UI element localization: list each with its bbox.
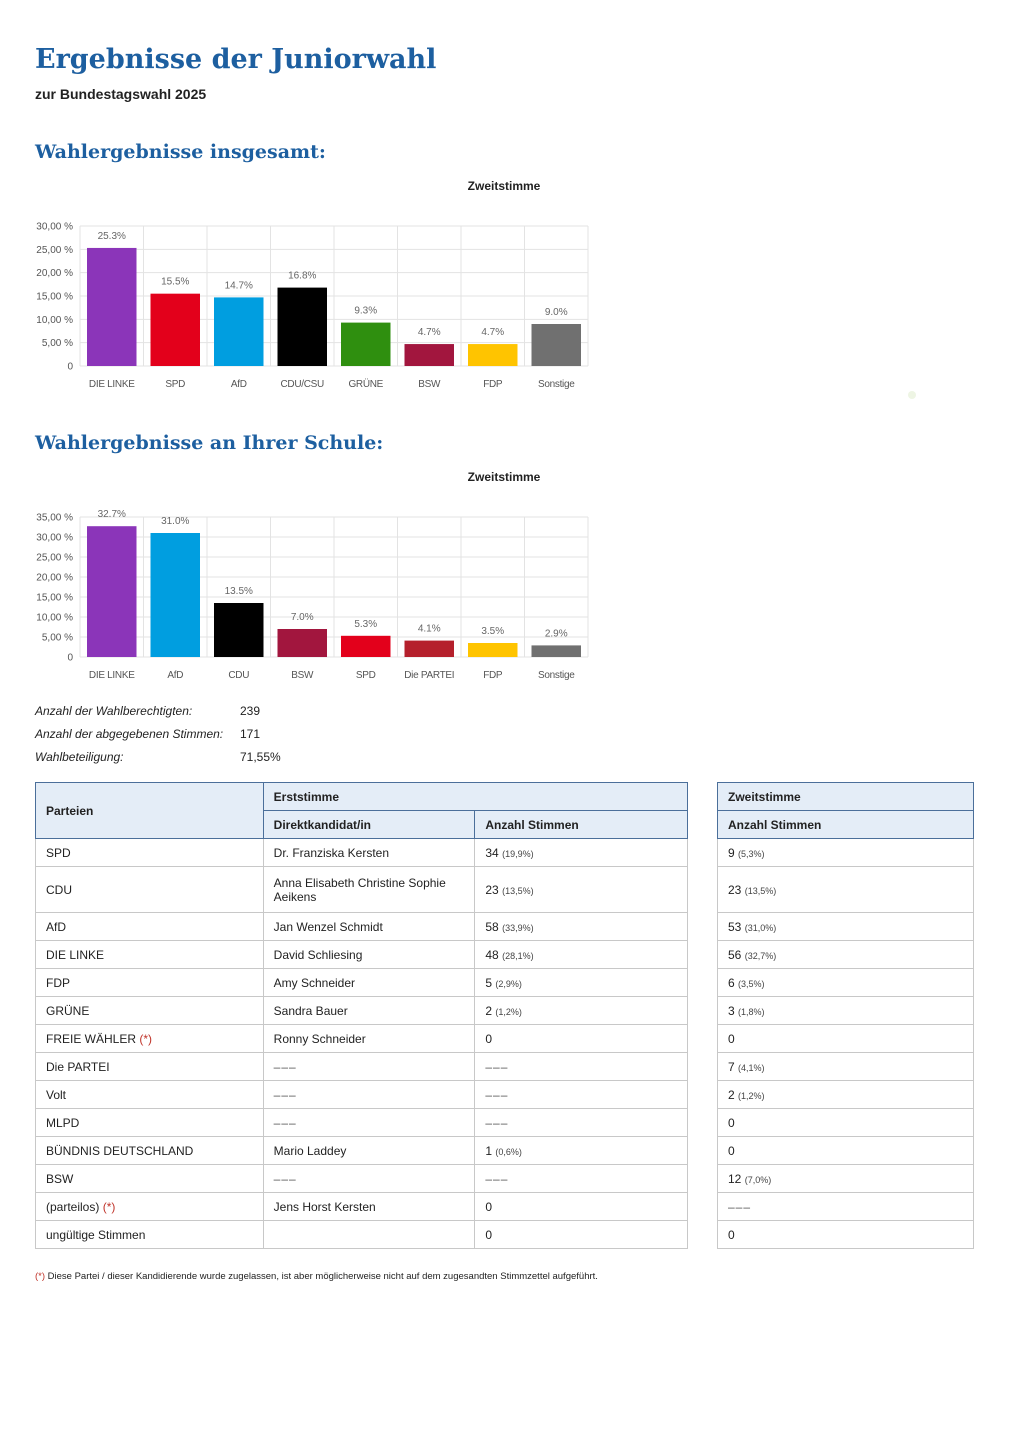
table-row	[718, 1081, 974, 1109]
bar	[532, 324, 582, 366]
page-subtitle: zur Bundestagswahl 2025	[35, 86, 207, 102]
table-row	[36, 1053, 688, 1081]
page-title: Ergebnisse der Juniorwahl	[35, 44, 437, 75]
table-row	[718, 1137, 974, 1165]
bar	[87, 248, 137, 366]
y-tick-label: 20,00 %	[36, 268, 73, 280]
zweit-count-cell	[718, 1025, 974, 1053]
data-label: 25.3%	[97, 230, 126, 242]
x-tick-label: BSW	[291, 670, 314, 681]
erst-percent: (13,5%)	[502, 885, 534, 896]
erst-count: –––	[485, 1115, 509, 1130]
zweit-percent: (1,8%)	[738, 1006, 765, 1017]
zweit-percent: (1,2%)	[738, 1090, 765, 1101]
erst-count-cell	[475, 1025, 688, 1053]
x-tick-label: DIE LINKE	[88, 670, 135, 681]
x-tick-label: CDU/CSU	[280, 379, 324, 390]
zweitstimme-table-body	[718, 839, 974, 1249]
stat-label: Wahlbeteiligung:	[35, 750, 124, 764]
erst-count: 1	[485, 1143, 493, 1158]
y-tick-label: 25,00 %	[36, 244, 73, 256]
erst-count: 34	[485, 845, 499, 860]
zweit-count-cell	[718, 1081, 974, 1109]
table-row	[718, 1109, 974, 1137]
party-cell	[36, 1109, 264, 1137]
table-row	[718, 867, 974, 913]
x-tick-label: Die PARTEI	[404, 670, 455, 681]
party-cell	[36, 1193, 264, 1221]
y-tick-label: 5,00 %	[41, 338, 73, 350]
erst-count: 0	[485, 1031, 493, 1046]
erststimme-table	[35, 782, 688, 1249]
data-label: 32.7%	[97, 509, 126, 521]
zweit-count-cell	[718, 1053, 974, 1081]
candidate-cell	[263, 941, 475, 969]
erst-count-cell	[475, 1137, 688, 1165]
x-tick-label: SPD	[355, 670, 376, 681]
candidate-cell	[263, 1025, 475, 1053]
bar	[151, 533, 201, 657]
party-name: SPD	[46, 845, 71, 860]
party-name: BSW	[46, 1171, 74, 1186]
data-label: 4.7%	[481, 327, 505, 339]
table-row	[718, 839, 974, 867]
data-label: 4.1%	[417, 623, 441, 635]
party-cell	[36, 913, 264, 941]
candidate-name: –––	[273, 1059, 297, 1074]
bar	[278, 288, 328, 366]
y-tick-label: 30,00 %	[36, 532, 73, 544]
table-row	[718, 1221, 974, 1249]
erst-count-cell	[475, 1053, 688, 1081]
erst-count: 0	[485, 1227, 493, 1242]
candidate-name: Jan Wenzel Schmidt	[273, 919, 383, 934]
party-name: FREIE WÄHLER	[46, 1031, 137, 1046]
candidate-cell	[263, 969, 475, 997]
candidate-name: –––	[273, 1171, 297, 1186]
zweit-count-cell	[718, 1221, 974, 1249]
table-row	[36, 1137, 688, 1165]
zweit-count: 56	[728, 947, 742, 962]
admission-mark: (*)	[139, 1031, 153, 1046]
x-tick-label: CDU	[228, 670, 250, 681]
zweit-count: 53	[728, 919, 742, 934]
zweit-count-cell	[718, 997, 974, 1025]
data-label: 14.7%	[224, 280, 253, 292]
zweit-count: 0	[728, 1031, 735, 1046]
party-cell	[36, 1221, 264, 1249]
candidate-name: –––	[273, 1115, 297, 1130]
y-tick-label: 5,00 %	[41, 632, 73, 644]
party-cell	[36, 839, 264, 867]
erststimme-header: Erststimme	[263, 783, 687, 811]
bar	[87, 526, 137, 657]
erst-count-cell	[475, 913, 688, 941]
y-tick-label: 15,00 %	[36, 291, 73, 303]
table-row	[718, 1193, 974, 1221]
bar	[468, 643, 518, 657]
table-row	[36, 867, 688, 913]
data-label: 15.5%	[161, 276, 190, 288]
erst-count: 0	[485, 1199, 493, 1214]
zweit-percent: (5,3%)	[738, 848, 765, 859]
data-label: 9.3%	[354, 305, 378, 317]
admission-mark: (*)	[102, 1199, 116, 1214]
parteien-header: Parteien	[36, 783, 264, 839]
party-cell	[36, 941, 264, 969]
party-name: MLPD	[46, 1115, 80, 1130]
erst-percent: (1,2%)	[495, 1006, 522, 1017]
erst-count: –––	[485, 1059, 509, 1074]
erst-percent: (0,6%)	[495, 1146, 522, 1157]
stat-value: 71,55%	[240, 750, 281, 764]
table-row	[36, 1221, 688, 1249]
zweit-count: 0	[728, 1227, 735, 1242]
party-name: DIE LINKE	[46, 947, 105, 962]
party-name: AfD	[46, 919, 67, 934]
zweit-count: 6	[728, 975, 735, 990]
party-cell	[36, 969, 264, 997]
zweit-anzahl-header: Anzahl Stimmen	[718, 811, 974, 839]
erst-count: 2	[485, 1003, 493, 1018]
zweit-percent: (4,1%)	[738, 1062, 765, 1073]
party-cell	[36, 1165, 264, 1193]
bar	[468, 344, 518, 366]
erst-count: 5	[485, 975, 493, 990]
table-row	[718, 997, 974, 1025]
candidate-name: Jens Horst Kersten	[273, 1199, 376, 1214]
data-label: 31.0%	[161, 516, 190, 527]
chart-overall	[30, 175, 600, 400]
data-label: 13.5%	[224, 586, 253, 597]
candidate-name: David Schliesing	[273, 947, 363, 962]
zweit-count: –––	[728, 1199, 752, 1214]
candidate-name: Sandra Bauer	[273, 1003, 348, 1018]
erst-count-cell	[475, 1081, 688, 1109]
table-row	[36, 1109, 688, 1137]
section-title-school: Wahlergebnisse an Ihrer Schule:	[35, 432, 384, 454]
zweit-count-cell	[718, 1137, 974, 1165]
kandidat-header: Direktkandidat/in	[263, 811, 475, 839]
zweit-count-cell	[718, 913, 974, 941]
zweitstimme-table	[717, 782, 974, 1249]
bar	[214, 297, 264, 366]
y-tick-label: 15,00 %	[36, 592, 73, 604]
party-name: (parteilos)	[46, 1199, 100, 1214]
chart-title: Zweitstimme	[467, 470, 541, 484]
candidate-cell	[263, 1081, 475, 1109]
bar	[341, 323, 391, 366]
table-row	[718, 969, 974, 997]
y-tick-label: 10,00 %	[36, 612, 73, 624]
zweit-count-cell	[718, 1193, 974, 1221]
candidate-name: –––	[273, 1087, 297, 1102]
data-label: 7.0%	[290, 612, 314, 623]
erst-percent: (28,1%)	[502, 950, 534, 961]
zweit-count-cell	[718, 969, 974, 997]
data-label: 16.8%	[288, 270, 317, 282]
party-cell	[36, 1081, 264, 1109]
zweit-count-cell	[718, 941, 974, 969]
erst-count-cell	[475, 1221, 688, 1249]
zweit-percent: (31,0%)	[744, 922, 777, 933]
table-row	[36, 1193, 688, 1221]
zweit-percent: (3,5%)	[738, 978, 765, 989]
data-label: 9.0%	[544, 307, 568, 318]
candidate-name: Anna Elisabeth Christine Sophie Aeikens	[273, 875, 446, 904]
chart-school-svg	[30, 466, 600, 691]
bar	[532, 645, 582, 657]
erst-count: 58	[485, 919, 499, 934]
candidate-name: Mario Laddey	[273, 1143, 347, 1158]
bar	[214, 603, 264, 657]
y-tick-label: 35,00 %	[36, 512, 73, 524]
zweit-count-cell	[718, 839, 974, 867]
x-tick-label: SPD	[165, 379, 186, 390]
data-label: 5.3%	[354, 618, 378, 630]
erst-count-cell	[475, 997, 688, 1025]
bar	[151, 294, 201, 366]
candidate-cell	[263, 1137, 475, 1165]
table-row	[718, 941, 974, 969]
erst-count: 48	[485, 947, 499, 962]
candidate-cell	[263, 1165, 475, 1193]
erst-count-cell	[475, 941, 688, 969]
footnote-mark: (*)	[35, 1271, 46, 1282]
anzahl-header: Anzahl Stimmen	[475, 811, 688, 839]
table-row	[36, 913, 688, 941]
zweit-count-cell	[718, 1109, 974, 1137]
erst-count-cell	[475, 1165, 688, 1193]
bar	[341, 636, 391, 657]
party-cell	[36, 867, 264, 913]
party-cell	[36, 1137, 264, 1165]
erststimme-table-body	[36, 839, 688, 1249]
erst-count-cell	[475, 1109, 688, 1137]
data-label: 3.5%	[481, 626, 505, 637]
x-tick-label: Sonstige	[537, 379, 575, 390]
y-tick-label: 0	[67, 361, 73, 373]
stat-label: Anzahl der abgegebenen Stimmen:	[35, 727, 224, 741]
stat-label: Anzahl der Wahlberechtigten:	[35, 704, 193, 718]
table-row	[36, 941, 688, 969]
table-row	[36, 839, 688, 867]
zweit-count: 0	[728, 1143, 735, 1158]
zweit-count: 23	[728, 882, 742, 897]
x-tick-label: FDP	[483, 379, 503, 390]
data-label: 2.9%	[544, 628, 568, 640]
party-name: Die PARTEI	[46, 1059, 110, 1074]
party-cell	[36, 1053, 264, 1081]
chart-school	[30, 466, 600, 691]
bar	[405, 344, 455, 366]
zweit-count: 2	[728, 1087, 735, 1102]
candidate-cell	[263, 839, 475, 867]
zweit-count: 0	[728, 1115, 735, 1130]
chart-title: Zweitstimme	[467, 179, 541, 193]
x-tick-label: BSW	[418, 379, 441, 390]
zweit-count: 3	[728, 1003, 735, 1018]
bar	[278, 629, 328, 657]
stat-value: 171	[240, 727, 261, 741]
erst-count-cell	[475, 839, 688, 867]
party-name: GRÜNE	[46, 1003, 90, 1018]
x-tick-label: DIE LINKE	[88, 379, 135, 390]
y-tick-label: 25,00 %	[36, 552, 73, 564]
table-row	[718, 1165, 974, 1193]
erst-count: –––	[485, 1087, 509, 1102]
bar	[405, 641, 455, 657]
x-tick-label: FDP	[483, 670, 503, 681]
table-row	[718, 1053, 974, 1081]
y-tick-label: 10,00 %	[36, 314, 73, 326]
zweit-count: 12	[728, 1171, 742, 1186]
party-name: ungültige Stimmen	[46, 1227, 146, 1242]
erst-count: 23	[485, 882, 499, 897]
footnote	[35, 1271, 598, 1282]
table-row	[36, 1165, 688, 1193]
y-tick-label: 30,00 %	[36, 221, 73, 233]
erst-count: –––	[485, 1171, 509, 1186]
stat-value: 239	[240, 704, 261, 718]
candidate-name: Ronny Schneider	[273, 1031, 366, 1046]
candidate-cell	[263, 867, 475, 913]
party-cell	[36, 997, 264, 1025]
table-row	[36, 1081, 688, 1109]
decorative-dot	[908, 391, 916, 399]
candidate-name: Dr. Franziska Kersten	[273, 845, 390, 860]
x-tick-label: AfD	[167, 670, 184, 681]
table-row	[36, 969, 688, 997]
zweit-count-cell	[718, 867, 974, 913]
candidate-cell	[263, 913, 475, 941]
table-row	[36, 997, 688, 1025]
candidate-name: Amy Schneider	[273, 975, 356, 990]
table-row	[718, 1025, 974, 1053]
data-label: 4.7%	[417, 327, 441, 339]
candidate-cell	[263, 997, 475, 1025]
erst-percent: (2,9%)	[495, 978, 522, 989]
zweit-percent: (7,0%)	[744, 1174, 772, 1185]
footnote-text: Diese Partei / dieser Kandidierende wurde zugelassen, ist aber möglicherweise nicht auf dem zugesandten Stimmzettel aufgeführt.	[45, 1271, 598, 1282]
table-row	[718, 913, 974, 941]
section-title-overall: Wahlergebnisse insgesamt:	[35, 141, 326, 163]
table-row	[36, 1025, 688, 1053]
erst-count-cell	[475, 1193, 688, 1221]
y-tick-label: 20,00 %	[36, 572, 73, 584]
party-cell	[36, 1025, 264, 1053]
zweitstimme-header: Zweitstimme	[718, 783, 974, 811]
x-tick-label: Sonstige	[537, 670, 575, 681]
y-tick-label: 0	[67, 652, 73, 664]
erst-count-cell	[475, 867, 688, 913]
zweit-count: 9	[728, 845, 735, 860]
zweit-count: 7	[728, 1059, 735, 1074]
erst-percent: (33,9%)	[502, 922, 534, 933]
erst-count-cell	[475, 969, 688, 997]
candidate-cell	[263, 1053, 475, 1081]
zweit-percent: (13,5%)	[744, 885, 777, 896]
party-name: FDP	[46, 975, 70, 990]
candidate-cell	[263, 1193, 475, 1221]
chart-overall-svg	[30, 175, 600, 400]
zweit-count-cell	[718, 1165, 974, 1193]
erst-percent: (19,9%)	[502, 848, 534, 859]
party-name: Volt	[46, 1087, 67, 1102]
party-name: CDU	[46, 882, 72, 897]
x-tick-label: AfD	[230, 379, 247, 390]
candidate-cell	[263, 1221, 475, 1249]
x-tick-label: GRÜNE	[348, 379, 384, 390]
party-name: BÜNDNIS DEUTSCHLAND	[46, 1143, 194, 1158]
candidate-cell	[263, 1109, 475, 1137]
zweit-percent: (32,7%)	[744, 950, 777, 961]
